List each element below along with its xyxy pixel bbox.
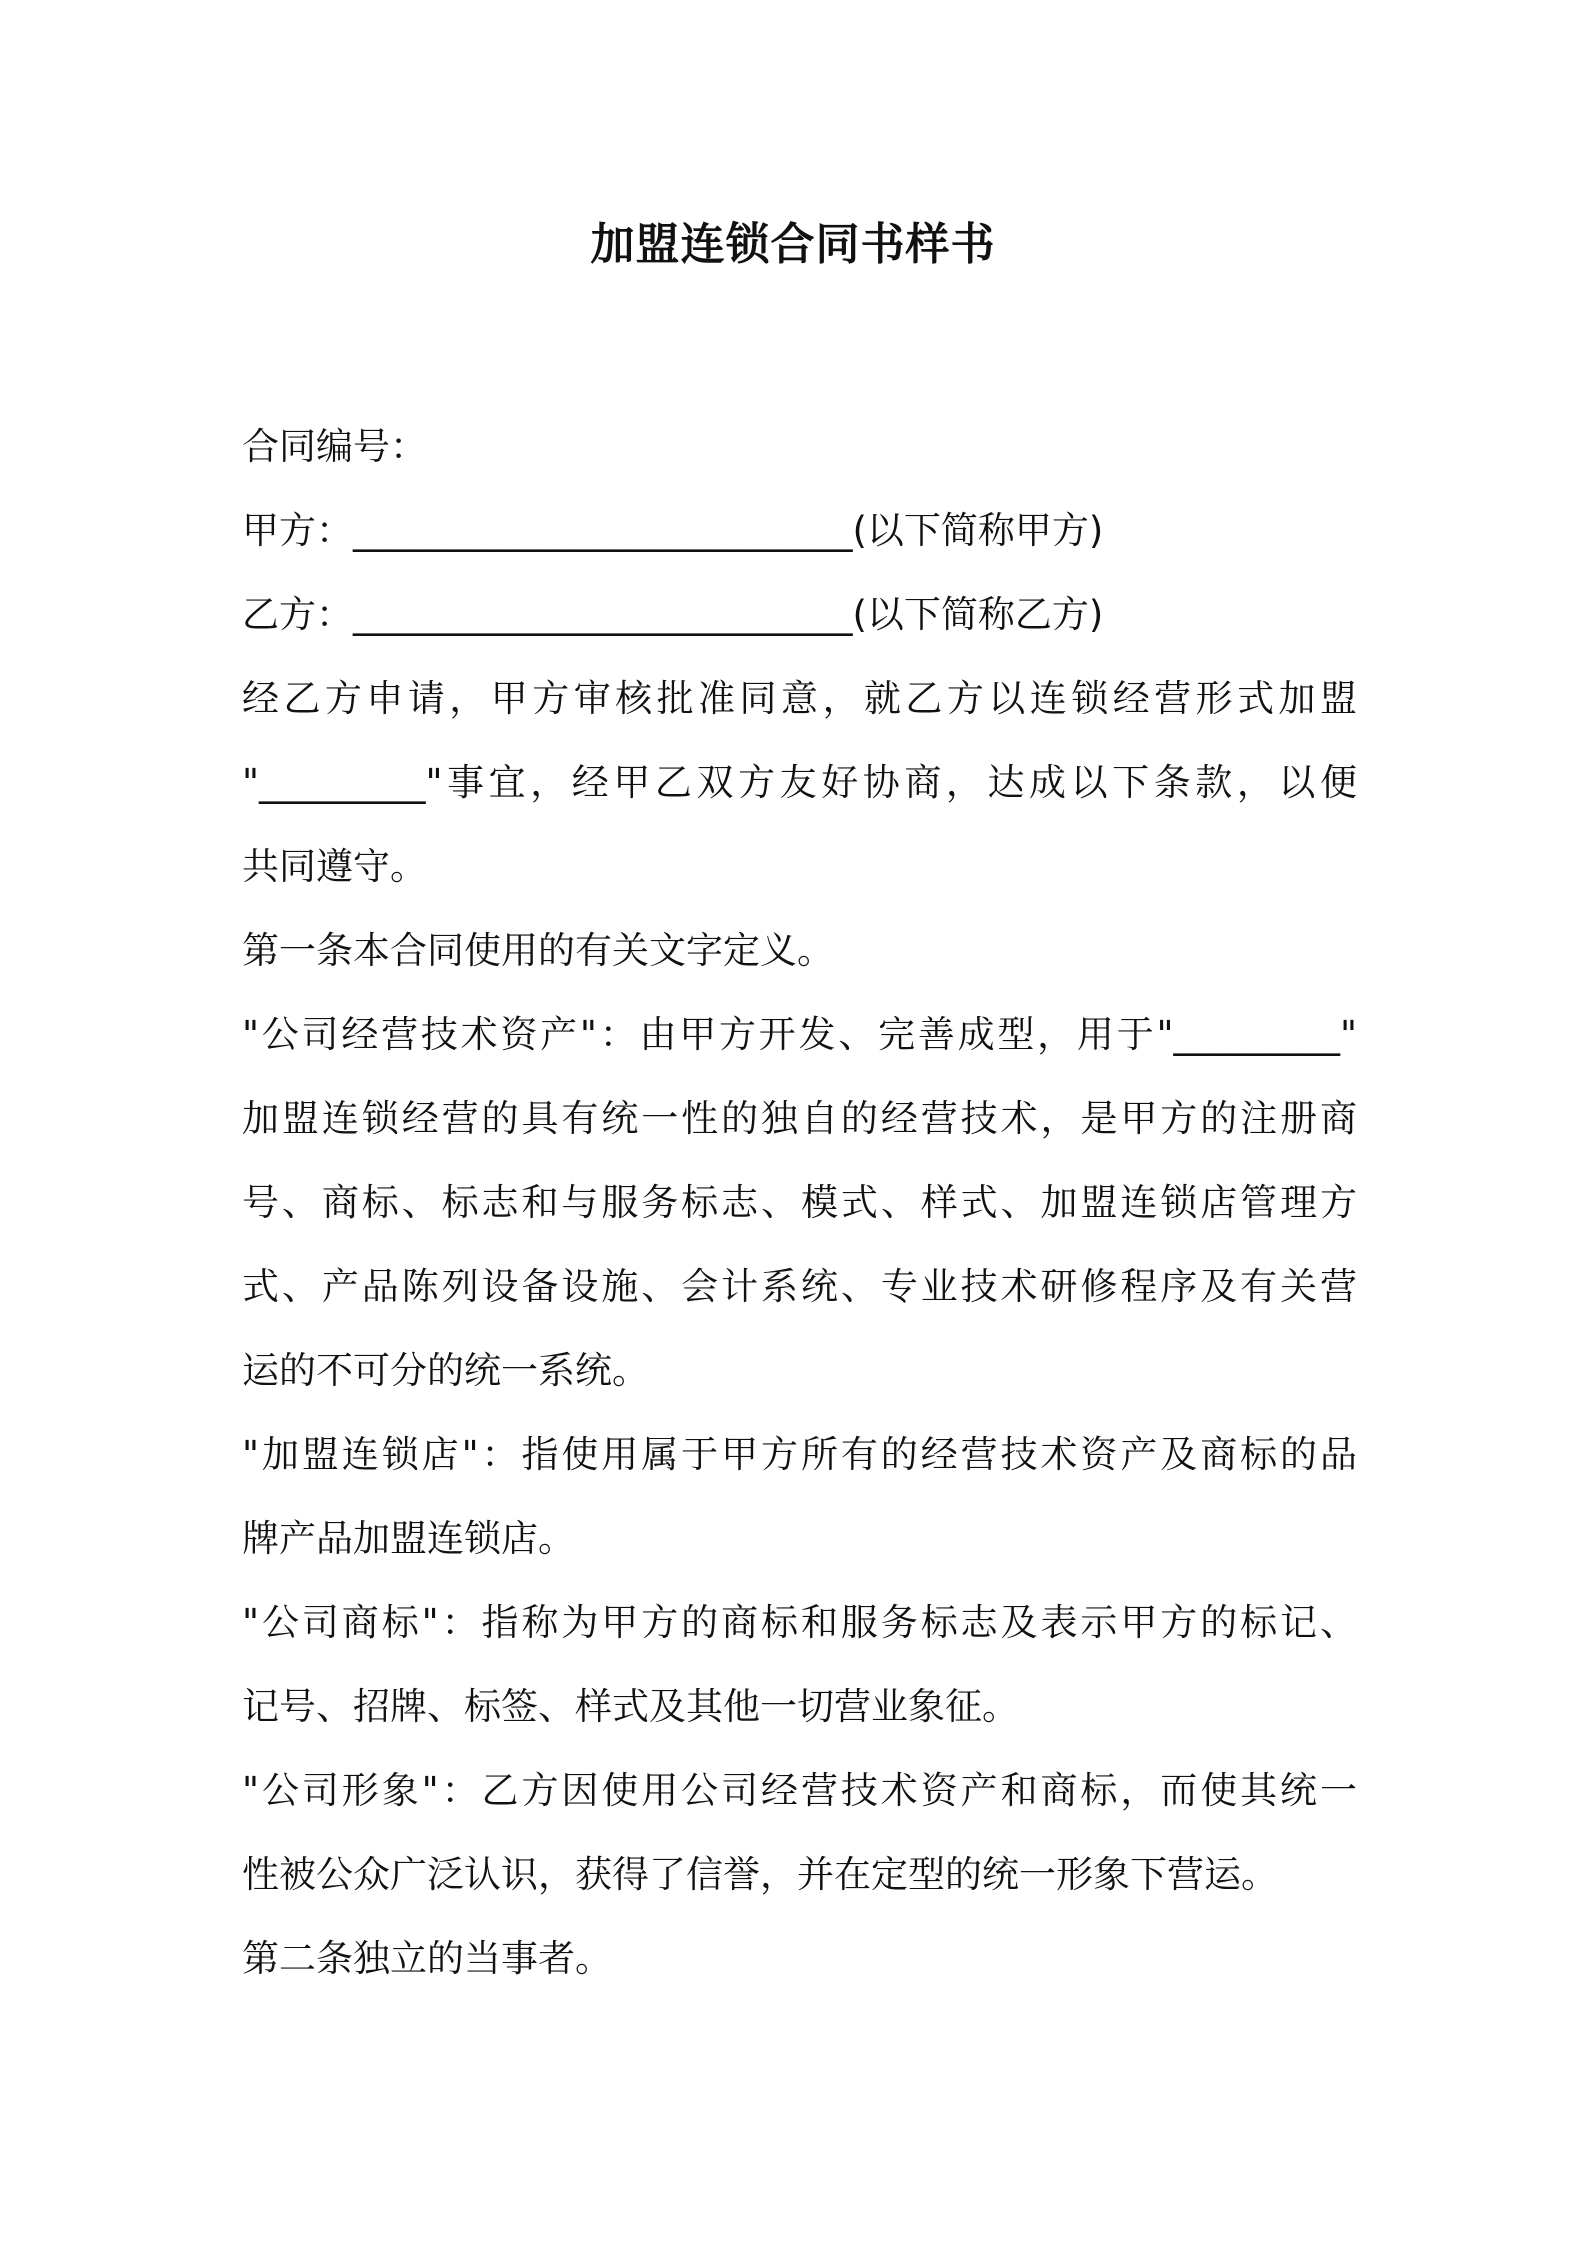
definition-line: "加盟连锁店"：指使用属于甲方所有的经营技术资产及商标的品 bbox=[242, 1433, 1357, 1476]
definition-line: 运的不可分的统一系统。 bbox=[242, 1349, 649, 1392]
preamble-line: 经乙方申请，甲方审核批准同意，就乙方以连锁经营形式加盟 bbox=[242, 677, 1357, 720]
contract-number-line: 合同编号： bbox=[242, 425, 427, 468]
definition-line: "公司商标"：指称为甲方的商标和服务标志及表示甲方的标记、 bbox=[242, 1601, 1357, 1644]
preamble-line: "_________"事宜，经甲乙双方友好协商，达成以下条款，以便 bbox=[242, 761, 1357, 804]
definition-line: 牌产品加盟连锁店。 bbox=[242, 1517, 575, 1560]
party-a-line: 甲方：___________________________(以下简称甲方) bbox=[242, 509, 1104, 552]
preamble-line: 共同遵守。 bbox=[242, 845, 427, 888]
document-body bbox=[242, 405, 1357, 2001]
definition-line: "公司形象"：乙方因使用公司经营技术资产和商标，而使其统一 bbox=[242, 1769, 1357, 1812]
article-heading: 第二条独立的当事者。 bbox=[242, 1937, 612, 1980]
definition-line: 号、商标、标志和与服务标志、模式、样式、加盟连锁店管理方 bbox=[242, 1181, 1357, 1224]
definition-line: 加盟连锁经营的具有统一性的独自的经营技术，是甲方的注册商 bbox=[242, 1097, 1357, 1140]
party-b-line: 乙方：___________________________(以下简称乙方) bbox=[242, 593, 1104, 636]
definition-line: "公司经营技术资产"：由甲方开发、完善成型，用于"_________" bbox=[242, 1013, 1357, 1056]
definition-line: 记号、招牌、标签、样式及其他一切营业象征。 bbox=[242, 1685, 1019, 1728]
document-title: 加盟连锁合同书样书 bbox=[590, 219, 996, 270]
article-heading: 第一条本合同使用的有关文字定义。 bbox=[242, 929, 834, 972]
definition-line: 性被公众广泛认识，获得了信誉，并在定型的统一形象下营运。 bbox=[242, 1853, 1278, 1896]
definition-line: 式、产品陈列设备设施、会计系统、专业技术研修程序及有关营 bbox=[242, 1265, 1357, 1308]
